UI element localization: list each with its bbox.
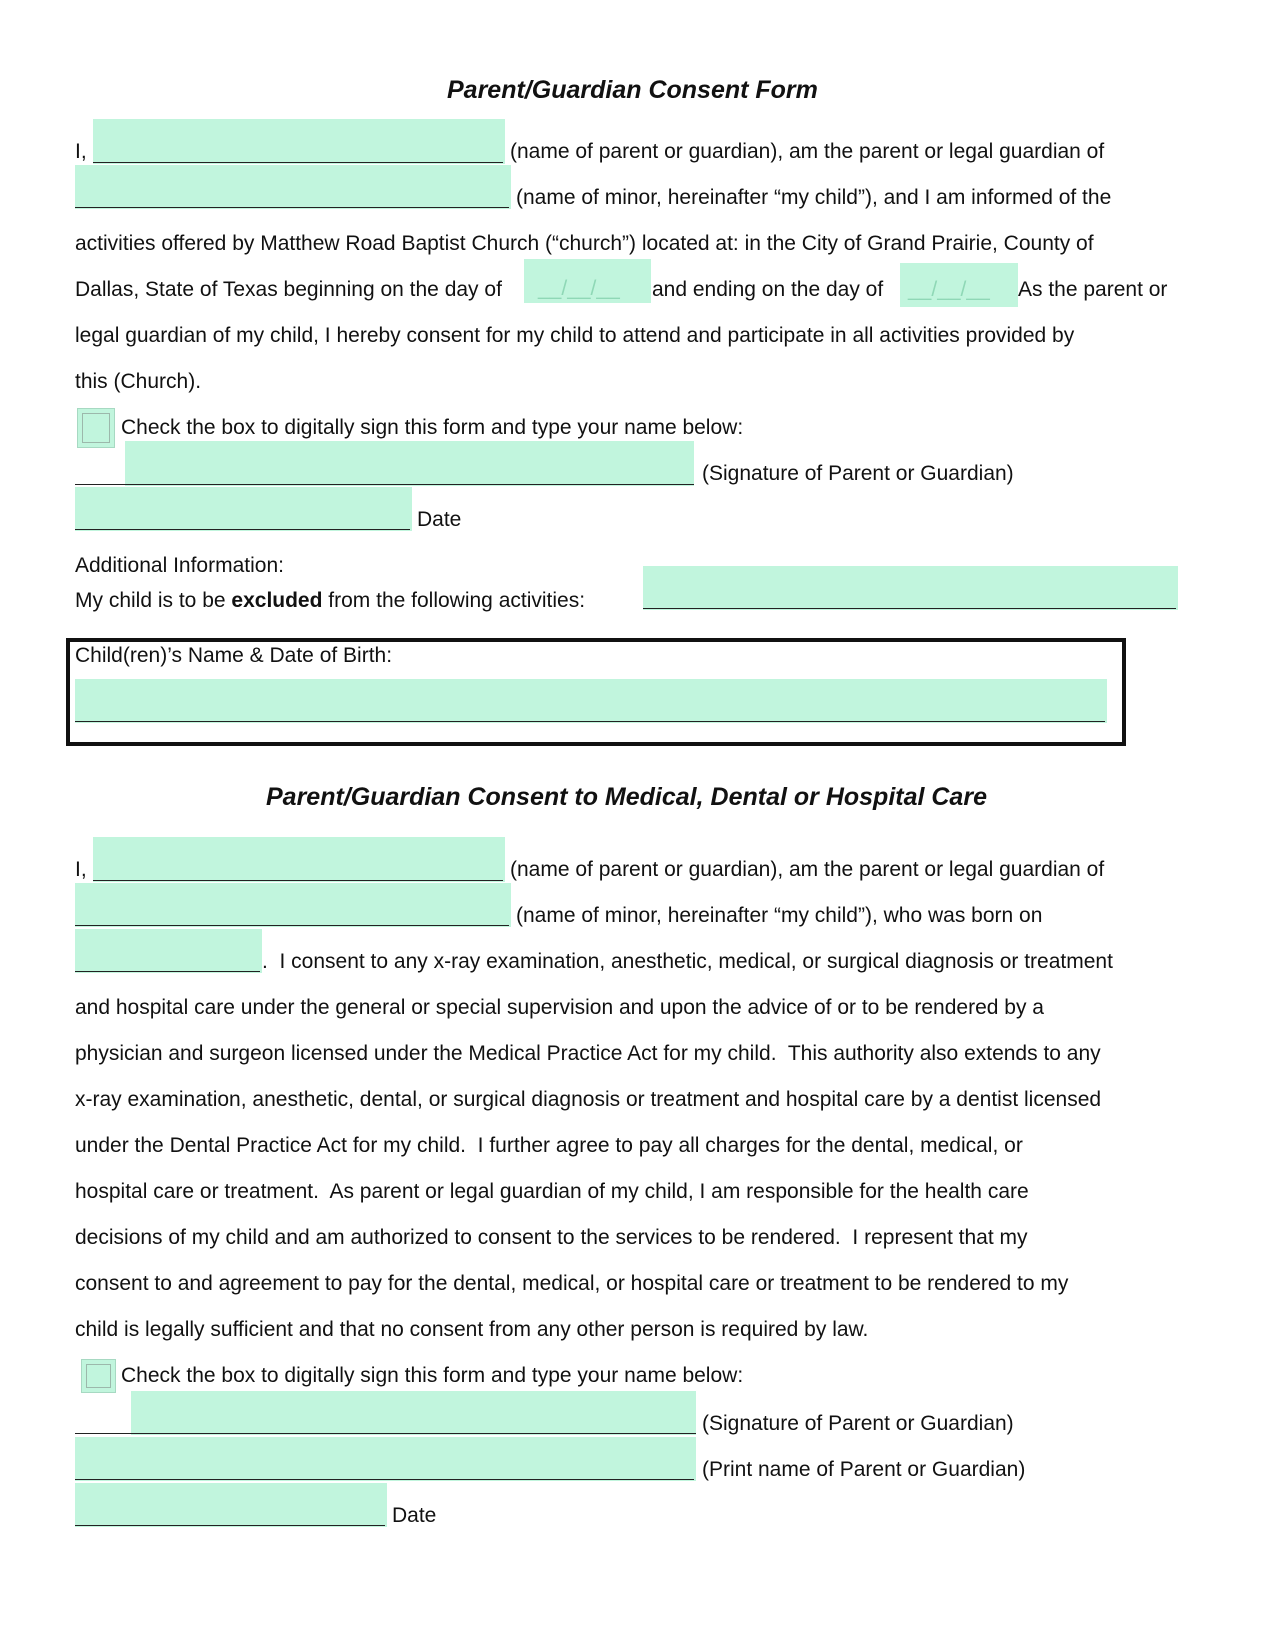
excluded-activities-label	[75, 588, 585, 614]
form2-para-line-8: hospital care or treatment. As parent or legal guardian of my child, I am responsible for the health care	[75, 1180, 1029, 1203]
form1-consent-line: legal guardian of my child, I hereby consent for my child to attend and participate in all activities provided by	[75, 324, 1075, 347]
children-name-dob-label: Child(ren)’s Name & Date of Birth:	[75, 644, 393, 667]
additional-info-heading: Additional Information:	[75, 554, 284, 577]
form1-signature-field[interactable]	[125, 441, 694, 486]
form2-para-line-11: child is legally sufficient and that no consent from any other person is required by law.	[75, 1318, 869, 1341]
form2-sign-checkbox[interactable]	[81, 1359, 116, 1393]
excluded-text-c: from the following activities:	[322, 589, 586, 612]
form2-minor-name-label: (name of minor, hereinafter “my child”), who was born on	[516, 904, 1043, 927]
form2-date-underline	[75, 1525, 385, 1526]
form1-minor-name-field[interactable]	[75, 165, 511, 209]
form1-sign-checkbox-frame	[82, 413, 110, 443]
form2-parent-name-underline	[93, 880, 503, 881]
form2-minor-name-field[interactable]	[75, 883, 511, 927]
form1-parent-or-text: As the parent or	[1018, 278, 1168, 301]
form1-minor-name-underline	[75, 207, 509, 208]
form1-date-underline	[75, 529, 410, 530]
form1-parent-name-field[interactable]	[93, 119, 505, 164]
form2-parent-name-field[interactable]	[93, 837, 505, 882]
form2-checkbox-label: Check the box to digitally sign this form and type your name below:	[121, 1364, 744, 1387]
form1-sign-checkbox[interactable]	[77, 408, 115, 448]
form1-start-date-hint: __/__/__	[538, 277, 620, 300]
form1-date-label: Date	[417, 508, 462, 531]
form1-end-date-hint: __/__/__	[908, 278, 990, 301]
form2-date-field[interactable]	[75, 1483, 387, 1527]
form1-parent-name-underline	[93, 162, 503, 163]
excluded-activities-underline	[643, 608, 1176, 609]
form1-signature-label: (Signature of Parent or Guardian)	[702, 462, 1014, 485]
form1-activities-line: activities offered by Matthew Road Baptist Church (“church”) located at: in the City of Grand Prairie, County of	[75, 232, 1094, 255]
form2-signature-field[interactable]	[131, 1391, 696, 1435]
excluded-text-a: My child is to be	[75, 589, 232, 612]
children-name-dob-field[interactable]	[75, 679, 1107, 723]
form2-print-name-label: (Print name of Parent or Guardian)	[702, 1458, 1026, 1481]
form1-checkbox-label: Check the box to digitally sign this form and type your name below:	[121, 416, 744, 439]
form1-church-line: this (Church).	[75, 370, 202, 393]
form2-birth-date-underline	[75, 971, 260, 972]
form1-minor-name-label: (name of minor, hereinafter “my child”), and I am informed of the	[516, 186, 1112, 209]
form2-sign-checkbox-frame	[86, 1364, 111, 1388]
medical-consent-title: Parent/Guardian Consent to Medical, Dental or Hospital Care	[266, 783, 987, 811]
excluded-text-bold: excluded	[231, 589, 323, 612]
consent-form-title: Parent/Guardian Consent Form	[447, 76, 818, 104]
form2-birth-date-field[interactable]	[75, 929, 262, 973]
excluded-activities-field[interactable]	[643, 566, 1178, 610]
form2-i-prefix: I,	[75, 858, 87, 881]
form2-print-name-underline	[75, 1479, 694, 1480]
form2-para-line-5: physician and surgeon licensed under the Medical Practice Act for my child. This authority also extends to any	[75, 1042, 1101, 1065]
form1-parent-name-label: (name of parent or guardian), am the parent or legal guardian of	[510, 140, 1105, 163]
form1-signature-underline	[75, 484, 694, 485]
form2-para-line-9: decisions of my child and am authorized to consent to the services to be rendered. I represent that my	[75, 1226, 1028, 1249]
form1-start-date-field[interactable]	[524, 259, 651, 303]
form2-para-line-7: under the Dental Practice Act for my child. I further agree to pay all charges for the dental, medical, or	[75, 1134, 1023, 1157]
form2-print-name-field[interactable]	[75, 1437, 696, 1481]
form2-minor-name-underline	[75, 925, 509, 926]
form2-parent-name-label: (name of parent or guardian), am the parent or legal guardian of	[510, 858, 1105, 881]
form1-end-date-field[interactable]	[900, 263, 1018, 307]
children-name-dob-underline	[75, 721, 1105, 722]
form1-i-prefix: I,	[75, 140, 87, 163]
form1-date-field[interactable]	[75, 487, 412, 531]
form1-beginning-label: Dallas, State of Texas beginning on the day of	[75, 278, 502, 301]
form2-para-line-10: consent to and agreement to pay for the dental, medical, or hospital care or treatment to be rendered to my	[75, 1272, 1069, 1295]
form2-date-label: Date	[392, 1504, 437, 1527]
form2-para-line-4: and hospital care under the general or special supervision and upon the advice of or to be rendered by a	[75, 996, 1044, 1019]
form1-ending-label: and ending on the day of	[652, 278, 884, 301]
form2-signature-label: (Signature of Parent or Guardian)	[702, 1412, 1014, 1435]
form2-signature-underline	[75, 1433, 696, 1434]
form2-para-line-6: x-ray examination, anesthetic, dental, or surgical diagnosis or treatment and hospital care by a dentist licensed	[75, 1088, 1102, 1111]
form2-para-line-3: . I consent to any x-ray examination, anesthetic, medical, or surgical diagnosis or treatment	[262, 950, 1113, 973]
